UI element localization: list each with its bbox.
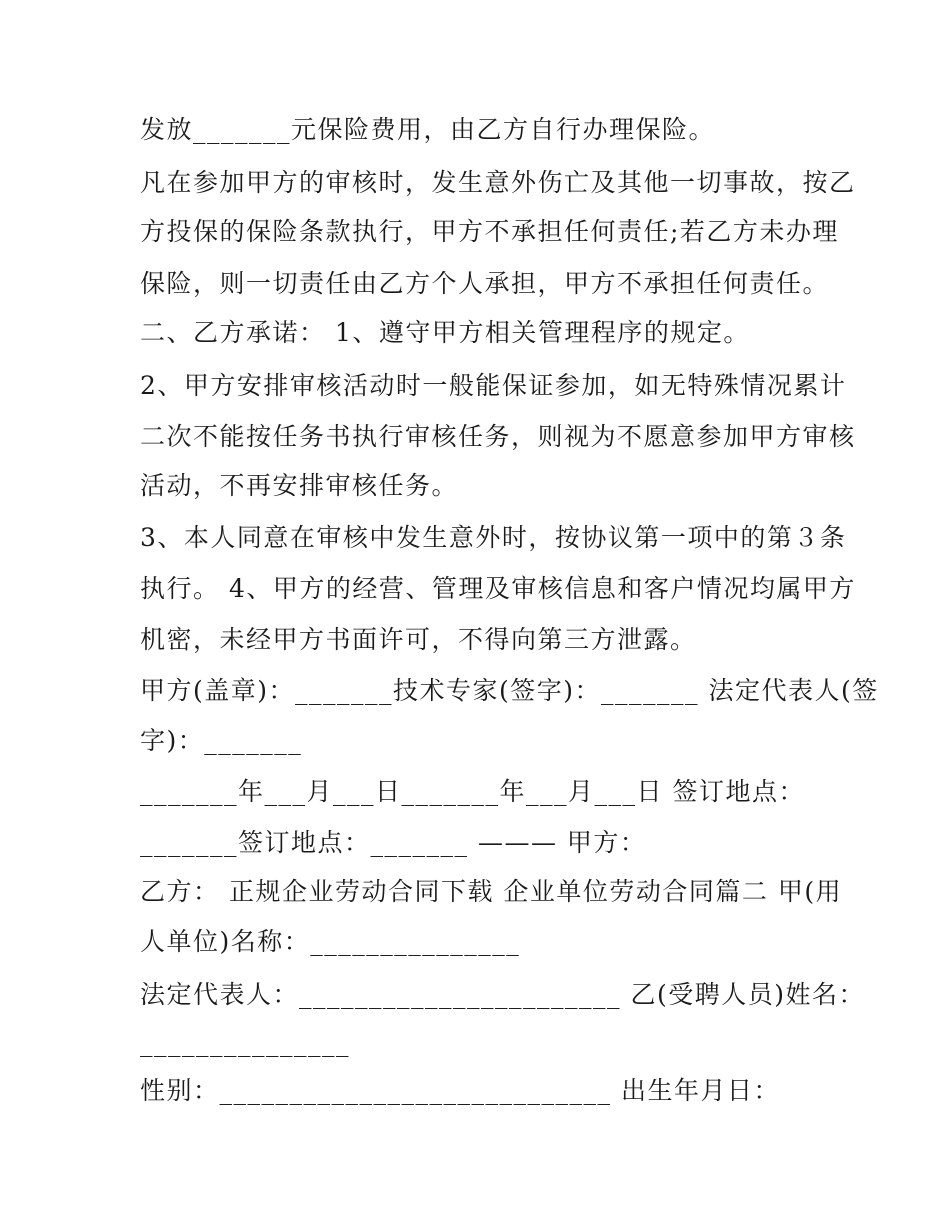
form-field-line: 性别：____________________________ 出生年月日：: [140, 1076, 780, 1105]
text-line: 二、乙方承诺： 1、遵守甲方相关管理程序的规定。: [140, 318, 750, 347]
text-line: 2、甲方安排审核活动时一般能保证参加，如无特殊情况累计: [140, 371, 847, 400]
text-line: 方投保的保险条款执行，甲方不承担任何责任;若乙方未办理: [140, 217, 839, 246]
text-line: 乙方： 正规企业劳动合同下载 企业单位劳动合同篇二 甲(用: [140, 877, 843, 906]
text-line: 保险，则一切责任由乙方个人承担，甲方不承担任何责任。: [140, 269, 830, 298]
signature-line: 字)：_______: [140, 726, 303, 755]
date-line: _______签订地点：_______ ——— 甲方：: [140, 828, 647, 857]
form-field-line: _______________: [140, 1028, 350, 1057]
text-line: 机密，未经甲方书面许可，不得向第三方泄露。: [140, 625, 697, 654]
text-line: 凡在参加甲方的审核时，发生意外伤亡及其他一切事故，按乙: [140, 168, 856, 197]
form-field-line: 法定代表人：_______________________ 乙(受聘人员)姓名：: [140, 980, 865, 1009]
text-line: 二次不能按任务书执行审核任务，则视为不愿意参加甲方审核: [140, 422, 856, 451]
text-line: 活动，不再安排审核任务。: [140, 471, 459, 500]
text-line: 执行。 4、甲方的经营、管理及审核信息和客户情况均属甲方: [140, 574, 856, 603]
signature-line: 甲方(盖章)：_______技术专家(签字)：_______ 法定代表人(签: [140, 676, 879, 705]
text-line: 发放_______元保险费用，由乙方自行办理保险。: [140, 115, 716, 144]
text-line: 3、本人同意在审核中发生意外时，按协议第一项中的第３条: [140, 523, 847, 552]
date-line: _______年___月___日_______年___月___日 签订地点：: [140, 777, 805, 806]
form-field-line: 人单位)名称：_______________: [140, 927, 521, 956]
